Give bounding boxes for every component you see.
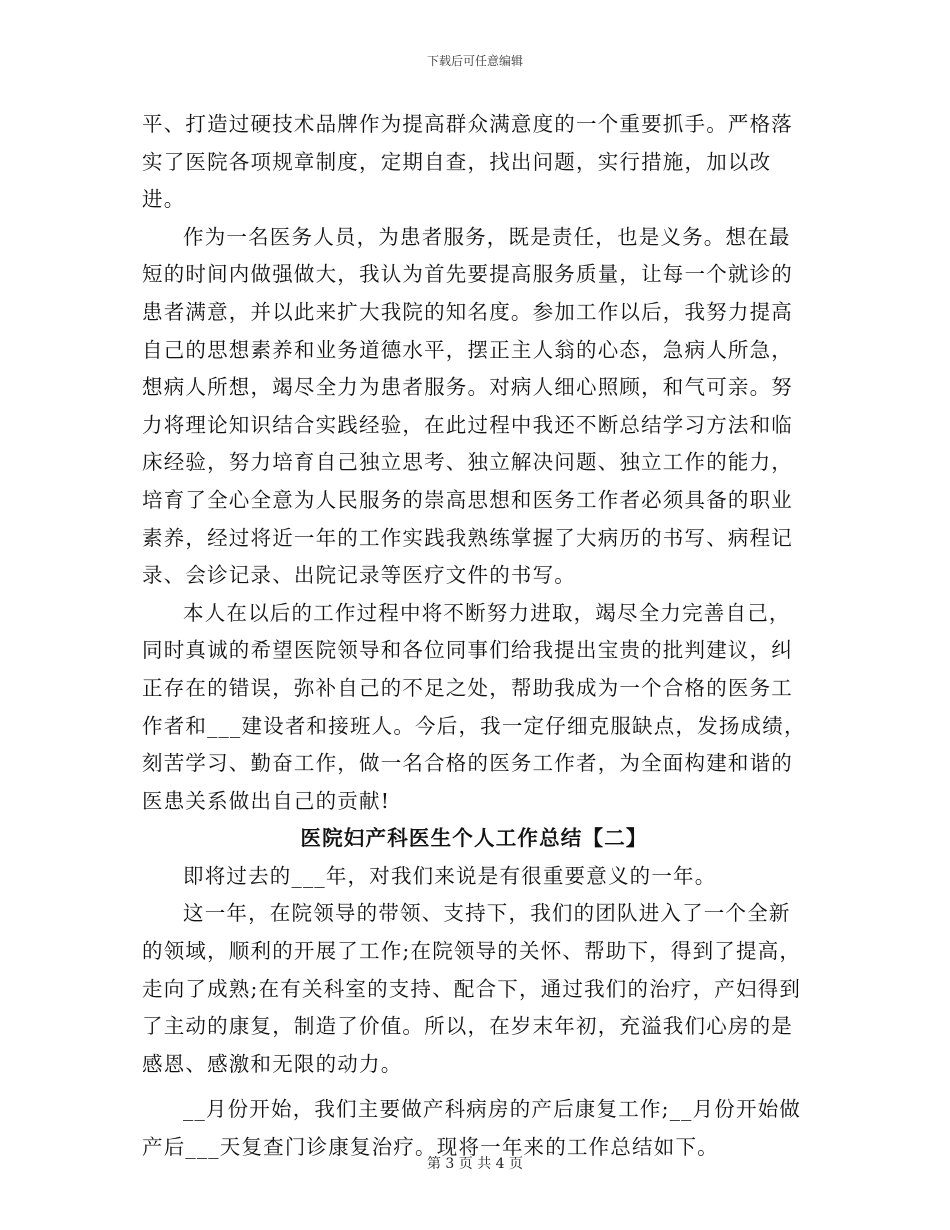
paragraph-year-review: 这一年，在院领导的带领、支持下，我们的团队进入了一个全新的领域，顺利的开展了工作;在院领导的关怀、帮助下，得到了提高，走向了成熟;在有关科室的支持、配合下，通过我们的治疗，产妇得到了主动的康复，制造了价值。所以，在岁末年初，充溢我们心房的是感恩、感激和无限的动力。 [142,901,802,1076]
paragraph-future: 本人在以后的工作过程中将不断努力进取，竭尽全力完善自己，同时真诚的希望医院领导和各位同事们给我提出宝贵的批判建议，纠正存在的错误，弥补自己的不足之处，帮助我成为一个合格的医务工作者和___建设者和接班人。今后，我一定仔细克服缺点，发扬成绩，刻苦学习、勤奋工作，做一名合格的医务工作者，为全面构建和谐的医患关系做出自己的贡献! [142,600,806,813]
page-number: 第 3 页 共 4 页 [426,1156,524,1172]
header-note: 下载后可任意编辑 [426,54,523,68]
paragraph-work-start: __月份开始，我们主要做产科病房的产后康复工作;__月份开始做产后___天复查门诊康复治疗。现将一年来的工作总结如下。 [142,1097,802,1160]
paragraph-year-intro: 即将过去的___年，对我们来说是有很重要意义的一年。 [183,863,717,888]
section-title: 医院妇产科医生个人工作总结【二】 [300,826,648,851]
paragraph-service: 作为一名医务人员，为患者服务，既是责任，也是义务。想在最短的时间内做强做大，我认为首先要提高服务质量，让每一个就诊的患者满意，并以此来扩大我院的知名度。参加工作以后，我努力提高自己的思想素养和业务道德水平，摆正主人翁的心态，急病人所急，想病人所想，竭尽全力为患者服务。对病人细心照顾，和气可亲。努力将理论知识结合实践经验，在此过程中我还不断总结学习方法和临床经验，努力培育自己独立思考、独立解决问题、独立工作的能力，培育了全心全意为人民服务的崇高思想和医务工作者必须具备的职业素养，经过将近一年的工作实践我熟练掌握了大病历的书写、病程记录、会诊记录、出院记录等医疗文件的书写。 [142,224,793,588]
paragraph-continued: 平、打造过硬技术品牌作为提高群众满意度的一个重要抓手。严格落实了医院各项规章制度，定期自查，找出问题，实行措施，加以改进。 [142,112,793,212]
document-body [142,106,806,1167]
